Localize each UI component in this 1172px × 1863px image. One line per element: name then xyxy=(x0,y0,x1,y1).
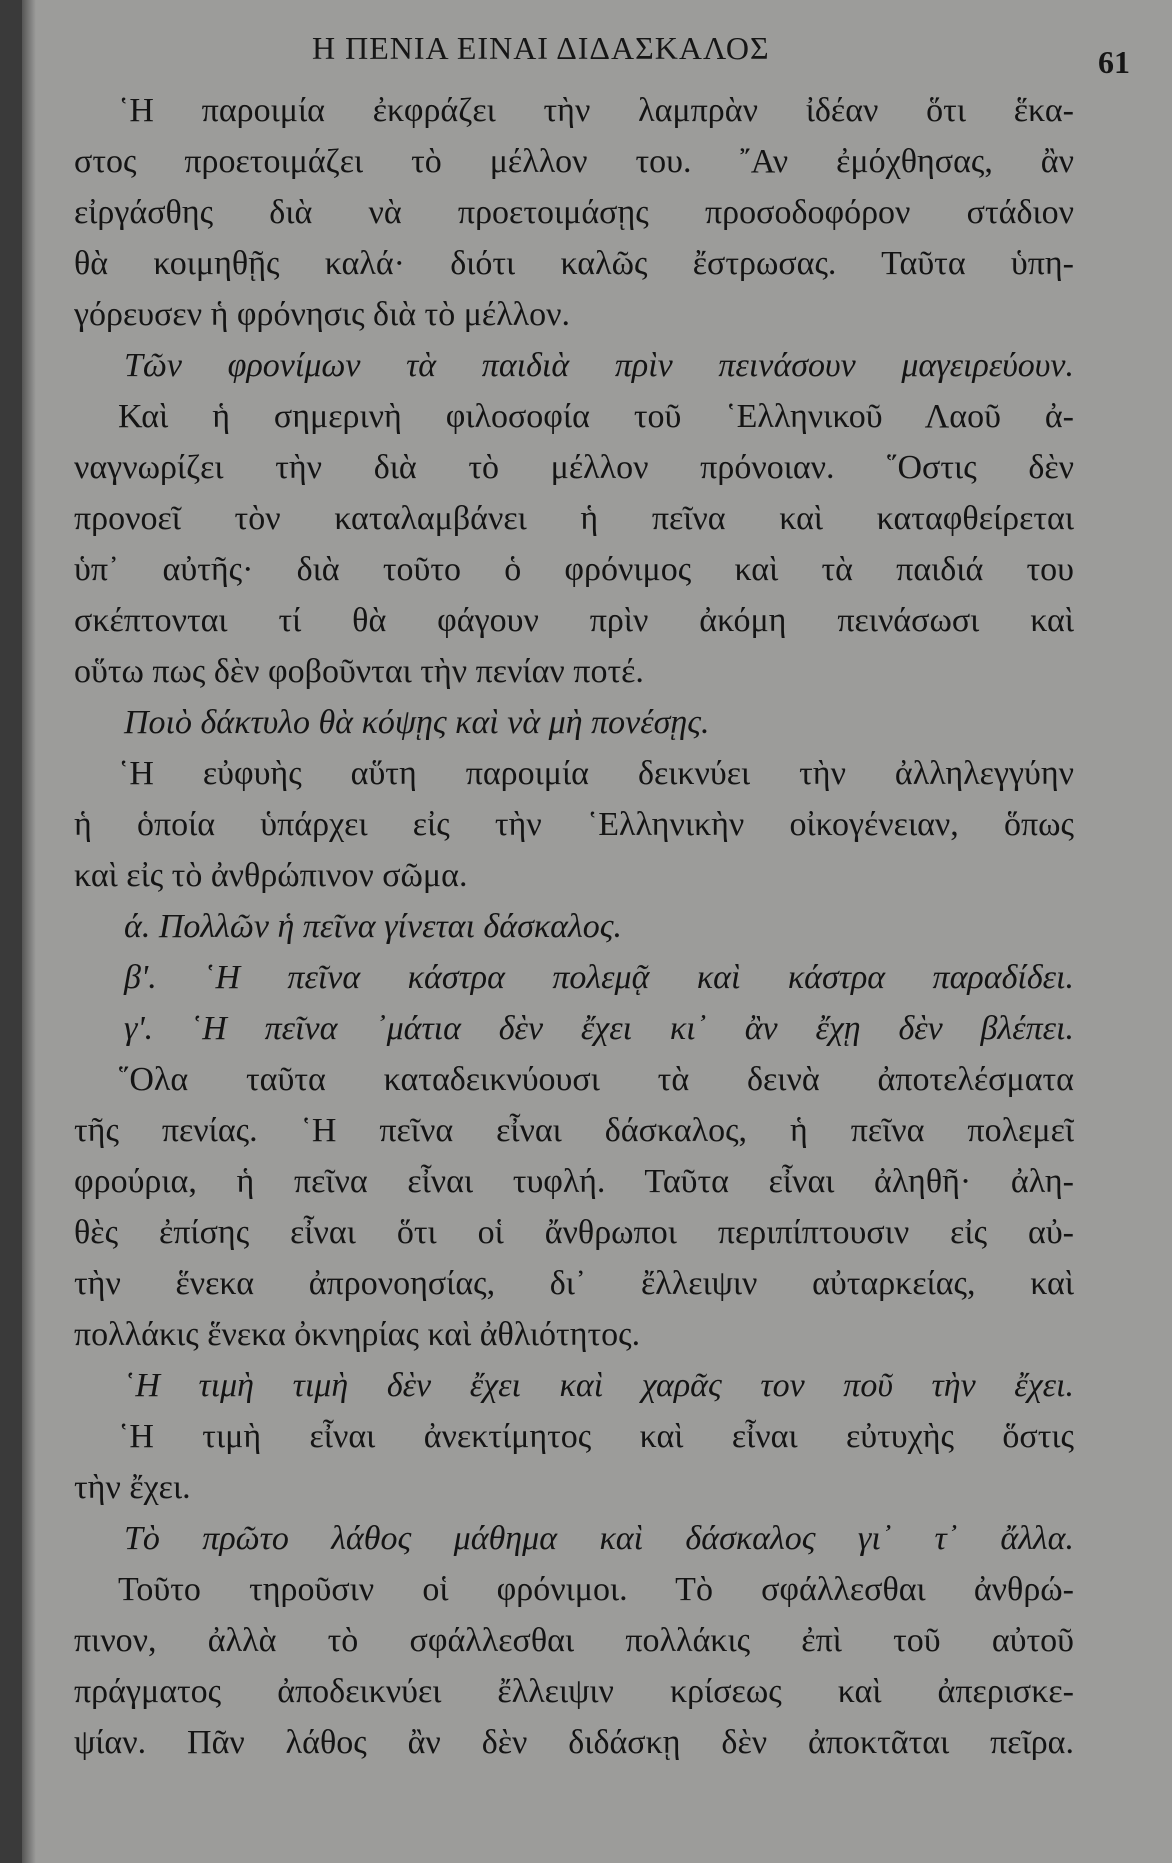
text-line: τὴν ἔχει. xyxy=(74,1469,191,1506)
text-line: ἡ ὁποία ὑπάρχει εἰς τὴν ῾Ελληνικὴν οἰκογένειαν, ὅπως xyxy=(74,806,1074,843)
book-page xyxy=(22,0,1172,1863)
text-line: καὶ εἰς τὸ ἀνθρώπινον σῶμα. xyxy=(74,857,468,894)
text-line: ὑπ᾿ αὐτῆς· διὰ τοῦτο ὁ φρόνιμος καὶ τὰ παιδιά του xyxy=(74,551,1074,588)
text-line: τῆς πενίας. ῾Η πεῖνα εἶναι δάσκαλος, ἡ πεῖνα πολεμεῖ xyxy=(74,1112,1074,1149)
text-line: εἰργάσθης διὰ νὰ προετοιμάσῃς προσοδοφόρον στάδιον xyxy=(74,194,1074,231)
proverb-line: β'. ῾Η πεῖνα κάστρα πολεμᾷ καὶ κάστρα παραδίδει. xyxy=(124,959,1074,996)
proverb-line: ά. Πολλῶν ἡ πεῖνα γίνεται δάσκαλος. xyxy=(124,908,623,945)
text-line: τὴν ἕνεκα ἀπρονοησίας, δι᾿ ἔλλειψιν αὐταρκείας, καὶ xyxy=(74,1265,1074,1302)
text-line: ῞Ολα ταῦτα καταδεικνύουσι τὰ δεινὰ ἀποτελέσματα xyxy=(118,1061,1074,1098)
text-line: Τοῦτο τηροῦσιν οἱ φρόνιμοι. Τὸ σφάλλεσθαι ἀνθρώ- xyxy=(118,1571,1074,1608)
text-line: γόρευσεν ἡ φρόνησις διὰ τὸ μέλλον. xyxy=(74,296,571,333)
text-line: πράγματος ἀποδεικνύει ἔλλειψιν κρίσεως καὶ ἀπερισκε- xyxy=(74,1673,1074,1710)
body-text xyxy=(74,85,1074,1768)
running-title: Η ΠΕΝΙΑ ΕΙΝΑΙ ΔΙΔΑΣΚΑΛΟΣ xyxy=(312,30,770,66)
proverb-line: Τῶν φρονίμων τὰ παιδιὰ πρὶν πεινάσουν μαγειρεύουν. xyxy=(124,347,1074,384)
text-line: ῾Η παροιμία ἐκφράζει τὴν λαμπρὰν ἰδέαν ὅτι ἕκα- xyxy=(118,92,1074,129)
text-line: ῾Η εὐφυὴς αὕτη παροιμία δεικνύει τὴν ἀλληλεγγύην xyxy=(118,755,1074,792)
text-line: Καὶ ἡ σημερινὴ φιλοσοφία τοῦ ῾Ελληνικοῦ Λαοῦ ἀ- xyxy=(118,398,1074,435)
text-line: ῾Η τιμὴ εἶναι ἀνεκτίμητος καὶ εἶναι εὐτυχὴς ὅστις xyxy=(118,1418,1074,1455)
text-line: οὕτω πως δὲν φοβοῦνται τὴν πενίαν ποτέ. xyxy=(74,653,644,690)
text-line: στος προετοιμάζει τὸ μέλλον του. ῎Αν ἐμόχθησας, ἂν xyxy=(74,143,1074,180)
text-line: ναγνωρίζει τὴν διὰ τὸ μέλλον πρόνοιαν. ῞Οστις δὲν xyxy=(74,449,1074,486)
page-number: 61 xyxy=(1098,44,1130,80)
text-line: ψίαν. Πᾶν λάθος ἂν δὲν διδάσκῃ δὲν ἀποκτᾶται πεῖρα. xyxy=(74,1724,1074,1761)
proverb-line: Τὸ πρῶτο λάθος μάθημα καὶ δάσκαλος γι᾿ τ᾿ ἄλλα. xyxy=(124,1520,1074,1557)
text-line: πινον, ἀλλὰ τὸ σφάλλεσθαι πολλάκις ἐπὶ τοῦ αὐτοῦ xyxy=(74,1622,1074,1659)
text-line: πολλάκις ἕνεκα ὀκνηρίας καὶ ἀθλιότητος. xyxy=(74,1316,641,1353)
text-line: θὰ κοιμηθῇς καλά· διότι καλῶς ἔστρωσας. Ταῦτα ὑπη- xyxy=(74,245,1074,282)
text-line: προνοεῖ τὸν καταλαμβάνει ἡ πεῖνα καὶ καταφθείρεται xyxy=(74,500,1074,537)
proverb-line: ῾Η τιμὴ τιμὴ δὲν ἔχει καὶ χαρᾶς τον ποῦ τὴν ἔχει. xyxy=(124,1367,1074,1404)
proverb-line: γ'. ῾Η πεῖνα ᾿μάτια δὲν ἔχει κι᾿ ἂν ἔχῃ δὲν βλέπει. xyxy=(124,1010,1074,1047)
text-line: σκέπτονται τί θὰ φάγουν πρὶν ἀκόμη πεινάσωσι καὶ xyxy=(74,602,1074,639)
text-line: θὲς ἐπίσης εἶναι ὅτι οἱ ἄνθρωποι περιπίπτουσιν εἰς αὐ- xyxy=(74,1214,1074,1251)
proverb-line: Ποιὸ δάκτυλο θὰ κόψῃς καὶ νὰ μὴ πονέσῃς. xyxy=(124,704,710,741)
text-line: φρούρια, ἡ πεῖνα εἶναι τυφλή. Ταῦτα εἶναι ἀληθῆ· ἀλη- xyxy=(74,1163,1074,1200)
